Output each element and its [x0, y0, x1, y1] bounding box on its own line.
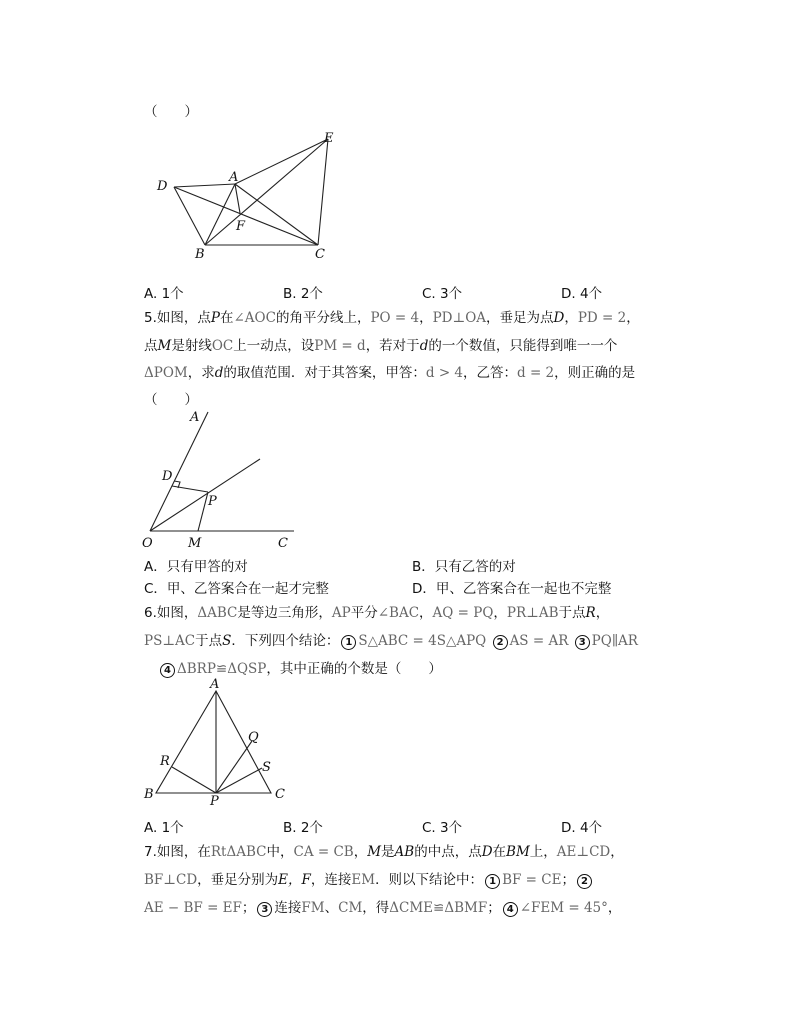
q4-label-b: B	[195, 247, 205, 262]
q5-label-m: M	[188, 536, 202, 551]
q5-label-a: A	[190, 410, 200, 425]
q5-option-a[interactable]: A．只有甲答的对	[144, 559, 248, 575]
q6-label-r: R	[160, 754, 170, 769]
q6-label-c: C	[275, 787, 285, 802]
q5-answer-paren: （ ）	[144, 392, 198, 408]
q4-label-d: D	[157, 179, 168, 194]
q6-label-a: A	[210, 677, 220, 692]
q6-option-a[interactable]: A. 1个	[144, 820, 184, 836]
q4-option-a[interactable]: A. 1个	[144, 286, 184, 302]
q7-line-1: 7.如图，在RtΔABC中，CA = CB，M是AB的中点，点D在BM上，AE⊥CD，	[144, 844, 624, 860]
q6-option-c[interactable]: C. 3个	[422, 820, 463, 836]
q5-line-3: ΔPOM，求d的取值范围．对于其答案，甲答：d > 4，乙答：d = 2，则正确的是	[144, 365, 636, 381]
q6-line-3: 4 ΔBRP≌ΔQSP，其中正确的个数是（ ）	[158, 660, 442, 678]
q6-line-2: PS⊥AC于点S．下列四个结论： 1 S△ABC = 4S△APQ 2 AS = AR 3 PQ∥AR	[144, 633, 638, 649]
q5-label-d: D	[162, 469, 173, 484]
q6-option-d[interactable]: D. 4个	[561, 820, 603, 836]
q7-line-3: AE − BF = EF； 3 连接FM、CM，得ΔCME≌ΔBMF； 4 ∠FEM = 45°，	[144, 900, 622, 916]
q5-line-1: 5.如图，点P在∠AOC的角平分线上，PO = 4，PD⊥OA，垂足为点D，PD = 2，	[144, 310, 640, 326]
q6-option-b[interactable]: B. 2个	[283, 820, 323, 836]
q4-label-f: F	[236, 219, 246, 234]
q5-figure	[138, 404, 308, 552]
q4-option-b[interactable]: B. 2个	[283, 286, 323, 302]
q4-label-e: E	[324, 131, 334, 146]
q4-label-c: C	[315, 247, 325, 262]
q5-label-o: O	[142, 536, 153, 551]
q6-label-q: Q	[248, 730, 259, 745]
q6-figure	[140, 676, 295, 808]
q4-label-a: A	[229, 170, 239, 185]
q4-option-d[interactable]: D. 4个	[561, 286, 603, 302]
q6-line-1: 6.如图，ΔABC是等边三角形，AP平分∠BAC，AQ = PQ，PR⊥AB于点R，	[144, 605, 610, 621]
q4-option-c[interactable]: C. 3个	[422, 286, 463, 302]
q6-label-s: S	[262, 760, 271, 775]
q5-option-c[interactable]: C．甲、乙答案合在一起才完整	[144, 581, 329, 597]
q6-label-p: P	[210, 794, 219, 808]
q5-label-p: P	[208, 494, 217, 509]
q5-line-2: 点M是射线OC上一动点，设PM = d，若对于d的一个数值，只能得到唯一一个	[144, 338, 618, 354]
q4-answer-paren: （ ）	[144, 104, 198, 120]
q5-label-c: C	[278, 536, 288, 551]
q5-option-b[interactable]: B．只有乙答的对	[412, 559, 516, 575]
q5-option-d[interactable]: D．甲、乙答案合在一起也不完整	[412, 581, 612, 597]
q6-label-b: B	[144, 787, 154, 802]
q7-line-2: BF⊥CD，垂足分别为E，F，连接EM．则以下结论中： 1 BF = CE； 2	[144, 871, 594, 889]
q4-figure	[150, 128, 350, 263]
